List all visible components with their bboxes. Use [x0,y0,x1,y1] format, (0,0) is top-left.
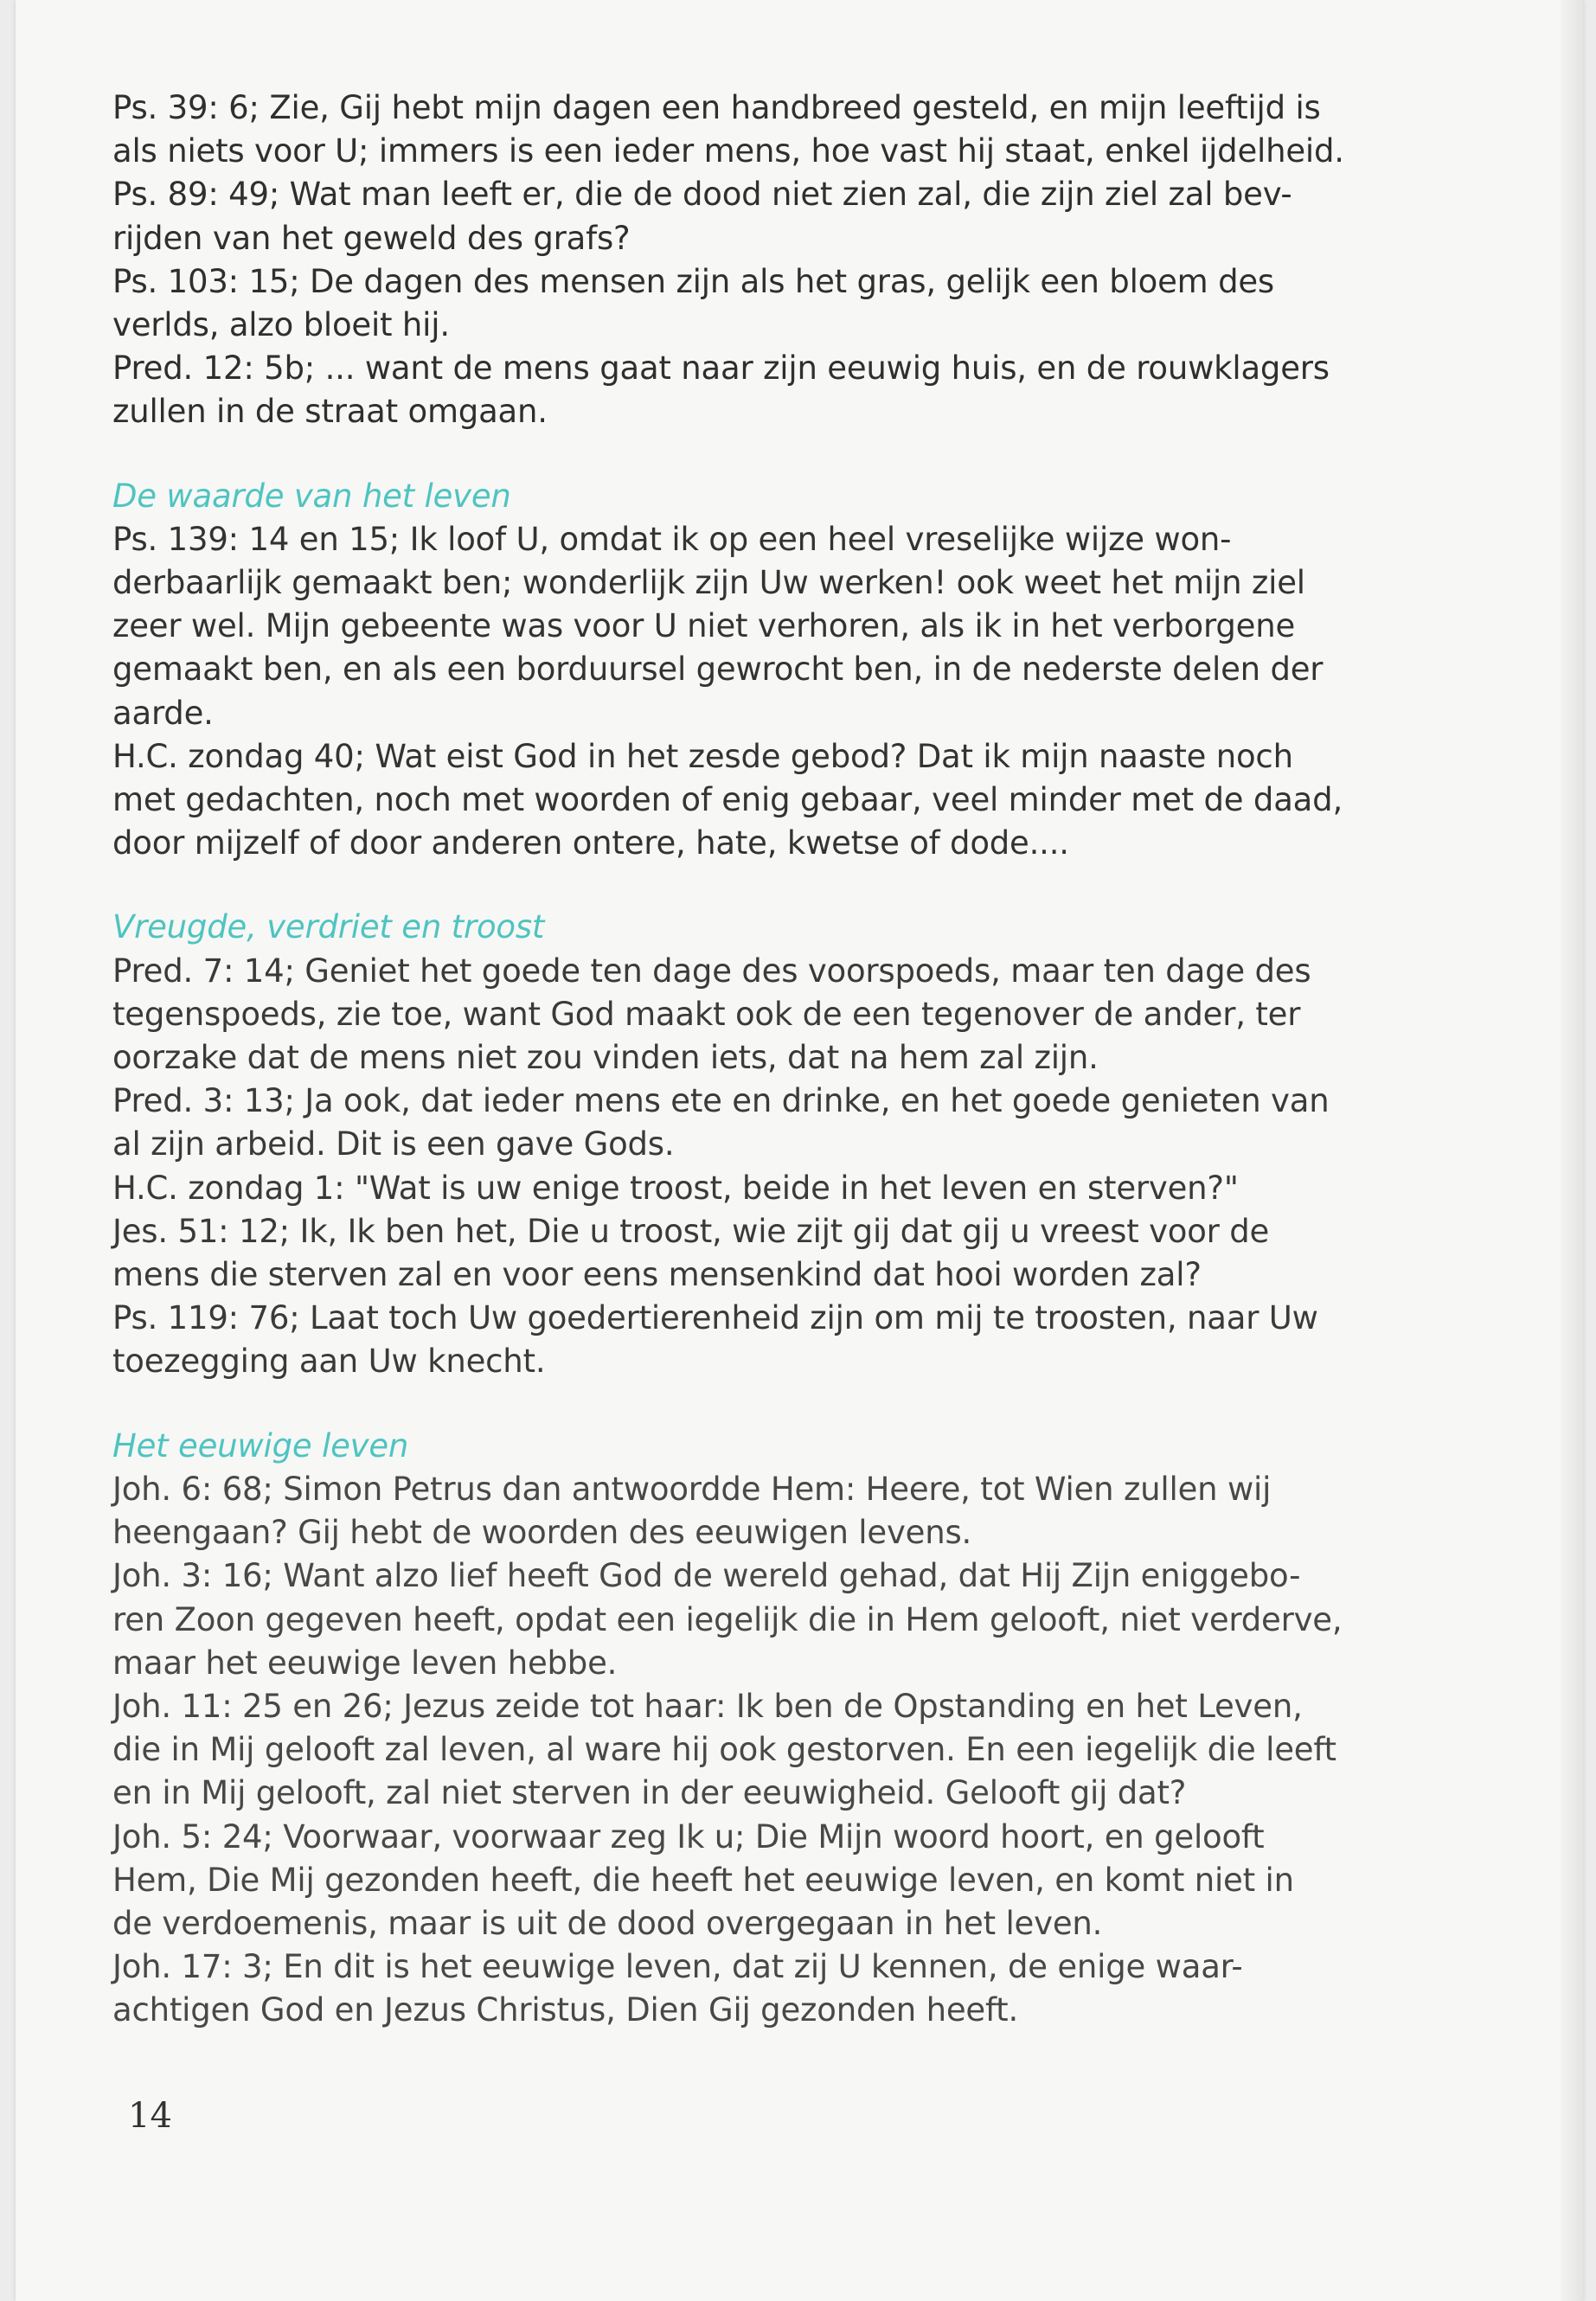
text-line: Joh. 3: 16; Want alzo lief heeft God de wereld gehad, dat Hij Zijn eniggebo- [112,1557,1301,1595]
text-line: door mijzelf of door anderen ontere, hate, kwetse of dode.... [112,824,1069,862]
text-line: Joh. 6: 68; Simon Petrus dan antwoordde Hem: Heere, tot Wien zullen wij [112,1470,1272,1508]
book-page [16,0,1583,2301]
text-line: achtigen God en Jezus Christus, Dien Gij gezonden heeft. [112,1991,1019,2029]
text-line: tegenspoeds, zie toe, want God maakt ook de een tegenover de ander, ter [112,995,1301,1033]
text-line: ren Zoon gegeven heeft, opdat een iegelijk die in Hem gelooft, niet verderve, [112,1600,1343,1638]
text-line: verlds, alzo bloeit hij. [112,306,450,344]
page-number: 14 [128,2096,172,2136]
text-line: al zijn arbeid. Dit is een gave Gods. [112,1125,675,1163]
text-line: met gedachten, noch met woorden of enig gebaar, veel minder met de daad, [112,781,1343,819]
text-line: derbaarlijk gemaakt ben; wonderlijk zijn Uw werken! ook weet het mijn ziel [112,564,1305,602]
text-line: heengaan? Gij hebt de woorden des eeuwigen levens. [112,1514,972,1552]
text-line: zeer wel. Mijn gebeente was voor U niet verhoren, als ik in het verborgene [112,607,1296,645]
text-line: mens die sterven zal en voor eens mensenkind dat hooi worden zal? [112,1256,1202,1294]
text-line: Pred. 12: 5b; ... want de mens gaat naar zijn eeuwig huis, en de rouwklagers [112,349,1330,388]
text-line: Ps. 119: 76; Laat toch Uw goedertierenheid zijn om mij te troosten, naar Uw [112,1299,1318,1337]
section-heading: Het eeuwige leven [112,1426,409,1465]
text-line: H.C. zondag 1: "Wat is uw enige troost, beide in het leven en sterven?" [112,1169,1239,1207]
text-line: Hem, Die Mij gezonden heeft, die heeft het eeuwige leven, en komt niet in [112,1861,1294,1899]
section-waarde-van-het-leven [112,475,1462,866]
section-heading: De waarde van het leven [112,477,511,515]
text-line: rijden van het geweld des grafs? [112,219,631,257]
text-line: zullen in de straat omgaan. [112,393,548,431]
text-line: maar het eeuwige leven hebbe. [112,1644,618,1682]
section-mortality [112,87,1462,434]
section-het-eeuwige-leven [112,1425,1462,2033]
text-line: en in Mij gelooft, zal niet sterven in der eeuwigheid. Gelooft gij dat? [112,1774,1187,1812]
text-line: gemaakt ben, en als een borduursel gewrocht ben, in de nederste delen der [112,651,1324,689]
text-line: Joh. 11: 25 en 26; Jezus zeide tot haar: Ik ben de Opstanding en het Leven, [112,1687,1303,1725]
page-edge-shadow [1561,0,1583,2301]
text-line: Joh. 5: 24; Voorwaar, voorwaar zeg Ik u; Die Mijn woord hoort, en gelooft [112,1817,1265,1856]
text-line: Jes. 51: 12; Ik, Ik ben het, Die u troost, wie zijt gij dat gij u vreest voor de [112,1212,1270,1250]
text-line: als niets voor U; immers is een ieder mens, hoe vast hij staat, enkel ijdelheid. [112,132,1344,170]
text-line: toezegging aan Uw knecht. [112,1343,546,1381]
text-line: Pred. 3: 13; Ja ook, dat ieder mens ete en drinke, en het goede genieten van [112,1082,1330,1120]
text-line: Ps. 39: 6; Zie, Gij hebt mijn dagen een handbreed gesteld, en mijn leeftijd is [112,89,1321,126]
text-line: H.C. zondag 40; Wat eist God in het zesde gebod? Dat ik mijn naaste noch [112,737,1293,775]
text-line: Joh. 17: 3; En dit is het eeuwige leven, dat zij U kennen, de enige waar- [112,1948,1243,1986]
text-line: Ps. 139: 14 en 15; Ik loof U, omdat ik op een heel vreselijke wijze won- [112,520,1232,558]
text-line: oorzake dat de mens niet zou vinden iets, dat na hem zal zijn. [112,1039,1099,1077]
page-content [112,87,1462,2033]
text-line: aarde. [112,694,214,732]
text-line: Ps. 89: 49; Wat man leeft er, die de dood niet zien zal, die zijn ziel zal bev- [112,176,1292,214]
text-line: Pred. 7: 14; Geniet het goede ten dage des voorspoeds, maar ten dage des [112,952,1311,990]
text-line: die in Mij gelooft zal leven, al ware hij ook gestorven. En een iegelijk die leeft [112,1731,1336,1769]
section-vreugde-verdriet-troost [112,906,1462,1383]
text-line: Ps. 103: 15; De dagen des mensen zijn als het gras, gelijk een bloem des [112,262,1275,300]
section-heading: Vreugde, verdriet en troost [112,908,545,946]
text-line: de verdoemenis, maar is uit de dood overgegaan in het leven. [112,1904,1103,1942]
